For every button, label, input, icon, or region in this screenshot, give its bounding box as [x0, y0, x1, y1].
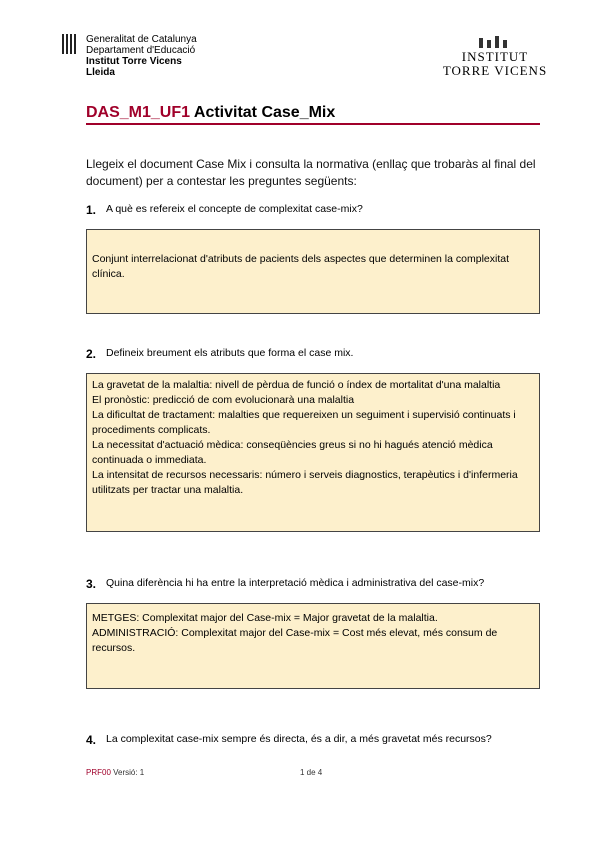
- answer-3-line: ADMINISTRACIÓ: Complexitat major del Case-mix = Cost més elevat, més consum de recursos.: [92, 627, 498, 654]
- intro-paragraph: Llegeix el document Case Mix i consulta la normativa (enllaç que trobaràs al final del document) per a contestar les preguntes següents:: [86, 157, 536, 188]
- page-number: 1 de 4: [300, 768, 323, 777]
- org-line-3: Institut Torre Vicens: [86, 56, 182, 67]
- generalitat-emblem-icon: [62, 34, 80, 56]
- answer-box-3[interactable]: [86, 603, 540, 689]
- answer-2-line: La dificultat de tractament: malalties que requereixen un seguiment i supervisió continuats i procediments complicats.: [92, 409, 516, 436]
- question-1: 1. A què es refereix el concepte de complexitat case-mix?: [86, 203, 363, 217]
- title-text: Activitat Case_Mix: [190, 104, 336, 121]
- question-3: 3. Quina diferència hi ha entre la interpretació mèdica i administrativa del case-mix?: [86, 577, 485, 591]
- answer-2-line: La intensitat de recursos necessaris: número i serveis diagnostics, terapèutics i d'infermeria utilitzats per tractar una malaltia.: [92, 469, 518, 496]
- answer-2-line: La gravetat de la malaltia: nivell de pèrdua de funció o índex de mortalitat d'una malaltia: [92, 379, 501, 391]
- question-2: 2. Defineix breument els atributs que forma el case mix.: [86, 347, 354, 361]
- institut-logo-line1: INSTITUT: [461, 49, 529, 64]
- title-divider: [86, 123, 540, 125]
- page-title: [86, 104, 335, 122]
- generalitat-logo: [62, 34, 197, 78]
- answer-box-2[interactable]: [86, 373, 540, 532]
- title-code: DAS_M1_UF1: [86, 104, 191, 121]
- answer-2-line: La necessitat d'actuació mèdica: conseqüències greus si no hi hagués atenció mèdica continuada o immediata.: [92, 439, 493, 466]
- answer-box-1[interactable]: Conjunt interrelacionat d'atributs de pacients dels aspectes que determinen la complexitat clínica.: [86, 229, 540, 314]
- org-line-4: Lleida: [86, 67, 115, 78]
- org-line-1: Generalitat de Catalunya: [86, 34, 197, 45]
- footer-version: PRF00 Versió: 1: [86, 768, 145, 777]
- tower-icon: [475, 36, 515, 48]
- answer-2-line: El pronòstic: predicció de com evolucionarà una malaltia: [92, 394, 355, 406]
- answer-3-line: METGES: Complexitat major del Case-mix = Major gravetat de la malaltia.: [92, 612, 438, 624]
- institut-logo: [440, 36, 550, 78]
- question-4: 4. La complexitat case-mix sempre és directa, és a dir, a més gravetat més recursos?: [86, 733, 492, 747]
- institut-logo-line2: TORRE VICENS: [442, 63, 548, 78]
- org-line-2: Departament d'Educació: [86, 45, 196, 56]
